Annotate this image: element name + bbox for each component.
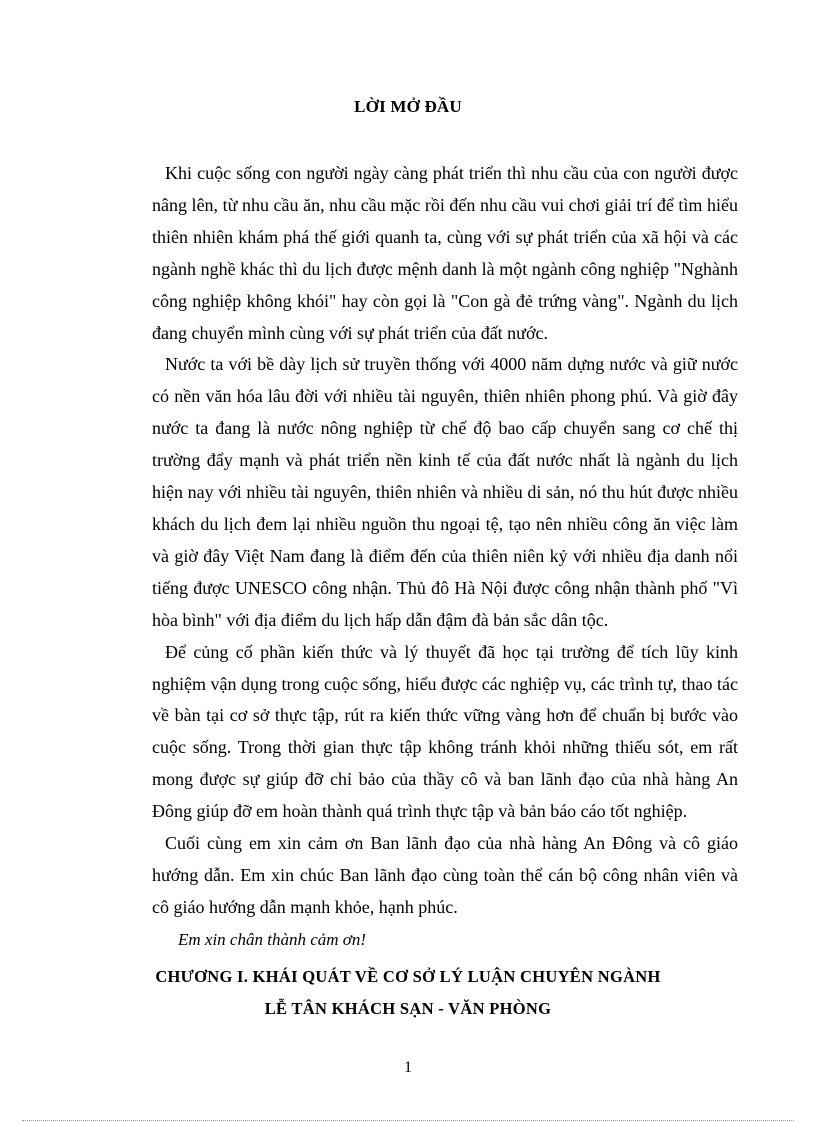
- paragraph-3: Để củng cố phần kiến thức và lý thuyết đã học tại trường để tích lũy kinh nghiệm vận dụng trong cuộc sống, hiểu được các nghiệp vụ, các trình tự, thao tác về bàn tại cơ sở thực tập, rút ra kiến thức vững vàng hơn để chuẩn bị bước vào cuộc sống. Trong thời gian thực tập không tránh khỏi những thiếu sót, em rất mong được sự giúp đỡ chỉ bảo của thầy cô và ban lãnh đạo của nhà hàng An Đông giúp đỡ em hoàn thành quá trình thực tập và bản báo cáo tốt nghiệp.: [152, 641, 738, 822]
- page-bottom-divider: [22, 1120, 794, 1121]
- chapter-heading-line-1: CHƯƠNG I. KHÁI QUÁT VỀ CƠ SỞ LÝ LUẬN CHUYÊN NGÀNH: [155, 967, 661, 986]
- page-title: LỜI MỞ ĐẦU: [354, 97, 462, 116]
- body-text: [152, 158, 738, 956]
- closing-line: Em xin chân thành cảm ơn!: [178, 929, 367, 949]
- chapter-heading-line-2: LỄ TÂN KHÁCH SẠN - VĂN PHÒNG: [264, 999, 552, 1018]
- paragraph-4: Cuối cùng em xin cảm ơn Ban lãnh đạo của nhà hàng An Đông và cô giáo hướng dẫn. Em xin chúc Ban lãnh đạo cùng toàn thể cán bộ công nhân viên và cô giáo hướng dẫn mạnh khỏe, hạnh phúc.: [152, 833, 738, 917]
- page-number: 1: [404, 1059, 412, 1076]
- paragraph-1: Khi cuộc sống con người ngày càng phát triển thì nhu cầu của con người được nâng lên, từ nhu cầu ăn, nhu cầu mặc rồi đến nhu cầu vui chơi giải trí để tìm hiểu thiên nhiên khám phá thế giới quanh ta, cùng với sự phát triển của xã hội và các ngành nghề khác thì du lịch được mệnh danh là một ngành công nghiệp "Nghành công nghiệp không khói" hay còn gọi là "Con gà đẻ trứng vàng". Ngành du lịch đang chuyển mình cùng với sự phát triển của đất nước.: [152, 163, 738, 343]
- paragraph-2: Nước ta với bề dày lịch sử truyền thống với 4000 năm dựng nước và giữ nước có nền văn hóa lâu đời với nhiều tài nguyên, thiên nhiên phong phú. Và giờ đây nước ta đang là nước nông nghiệp từ chế độ bao cấp chuyển sang cơ chế thị trường đẩy mạnh và phát triển nền kinh tế của đất nước nhất là ngành du lịch hiện nay với nhiều tài nguyên, thiên nhiên và nhiều di sản, nó thu hút được nhiều khách du lịch đem lại nhiều nguồn thu ngoại tệ, tạo nên nhiều công ăn việc làm và giờ đây Việt Nam đang là điểm đến của thiên niên kỷ với nhiều địa danh nổi tiếng được UNESCO công nhận. Thủ đô Hà Nội được công nhận thành phố "Vì hòa bình" với địa điểm du lịch hấp dẫn đậm đà bản sắc dân tộc.: [152, 354, 738, 630]
